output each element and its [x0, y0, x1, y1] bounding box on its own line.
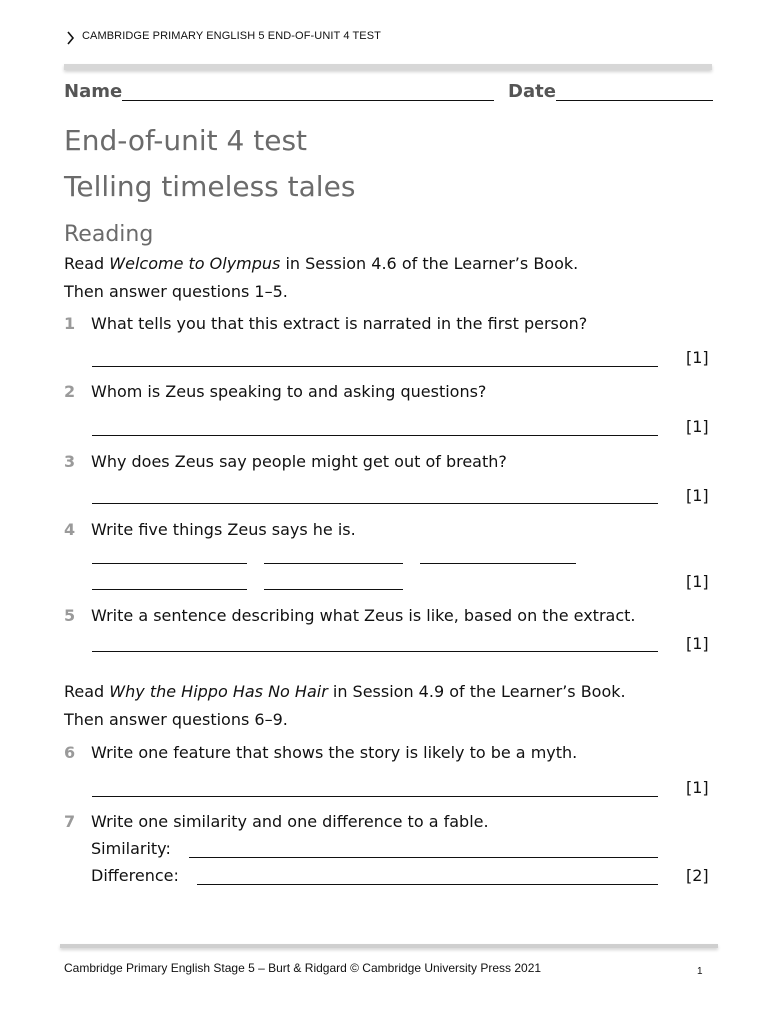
answer-line-q3[interactable]: [92, 503, 658, 504]
answer-line-q4[interactable]: [264, 563, 403, 564]
answer-line-q2[interactable]: [92, 435, 658, 436]
marks-label: [1]: [686, 634, 709, 653]
answer-line-q4[interactable]: [92, 589, 247, 590]
question-number: 6: [64, 743, 76, 762]
question-number: 3: [64, 452, 76, 471]
question-text: What tells you that this extract is narrated in the first person?: [91, 314, 588, 333]
name-label: Name: [64, 81, 123, 102]
running-header: CAMBRIDGE PRIMARY ENGLISH 5 END-OF-UNIT 4 TEST: [82, 30, 382, 42]
answer-line-q4[interactable]: [420, 563, 576, 564]
chevron-right-icon: [66, 31, 75, 45]
question-text: Write one similarity and one difference to a fable.: [91, 812, 489, 831]
instruction-1: Read Welcome to Olympus in Session 4.6 of the Learner’s Book. Then answer questions 1–5.: [64, 254, 579, 301]
marks-label: [2]: [686, 866, 709, 885]
date-label: Date: [508, 81, 556, 102]
answer-line-q5[interactable]: [92, 651, 658, 652]
similarity-field[interactable]: [189, 857, 658, 858]
difference-label: Difference:: [91, 866, 179, 885]
page-number: 1: [697, 966, 703, 977]
answer-line-q4[interactable]: [264, 589, 403, 590]
unit-title: Telling timeless tales: [64, 170, 356, 203]
marks-label: [1]: [686, 778, 709, 797]
date-field[interactable]: [556, 100, 713, 101]
footer-divider: [60, 944, 718, 948]
marks-label: [1]: [686, 572, 709, 591]
section-heading: Reading: [64, 222, 154, 247]
extract-title-1: Welcome to Olympus: [109, 254, 281, 273]
marks-label: [1]: [686, 417, 709, 436]
question-text: Whom is Zeus speaking to and asking questions?: [91, 382, 487, 401]
answer-line-q4[interactable]: [92, 563, 247, 564]
question-number: 7: [64, 812, 76, 831]
question-text: Why does Zeus say people might get out of breath?: [91, 452, 507, 471]
footer-credit: Cambridge Primary English Stage 5 – Burt & Ridgard © Cambridge University Press 2021: [64, 961, 542, 975]
question-text: Write a sentence describing what Zeus is like, based on the extract.: [91, 606, 636, 625]
question-number: 4: [64, 520, 76, 539]
answer-line-q1[interactable]: [92, 366, 658, 367]
test-title: End-of-unit 4 test: [64, 124, 308, 157]
header-divider: [64, 64, 712, 70]
question-number: 2: [64, 382, 76, 401]
extract-title-2: Why the Hippo Has No Hair: [109, 682, 328, 701]
question-text: Write one feature that shows the story is likely to be a myth.: [91, 743, 578, 762]
question-number: 5: [64, 606, 76, 625]
name-field[interactable]: [122, 100, 494, 101]
question-text: Write five things Zeus says he is.: [91, 520, 356, 539]
similarity-label: Similarity:: [91, 839, 171, 858]
answer-line-q6[interactable]: [92, 796, 658, 797]
instruction-2: Read Why the Hippo Has No Hair in Session 4.9 of the Learner’s Book. Then answer questions 6–9.: [64, 682, 626, 729]
marks-label: [1]: [686, 348, 709, 367]
difference-field[interactable]: [197, 884, 658, 885]
question-number: 1: [64, 314, 76, 333]
marks-label: [1]: [686, 486, 709, 505]
